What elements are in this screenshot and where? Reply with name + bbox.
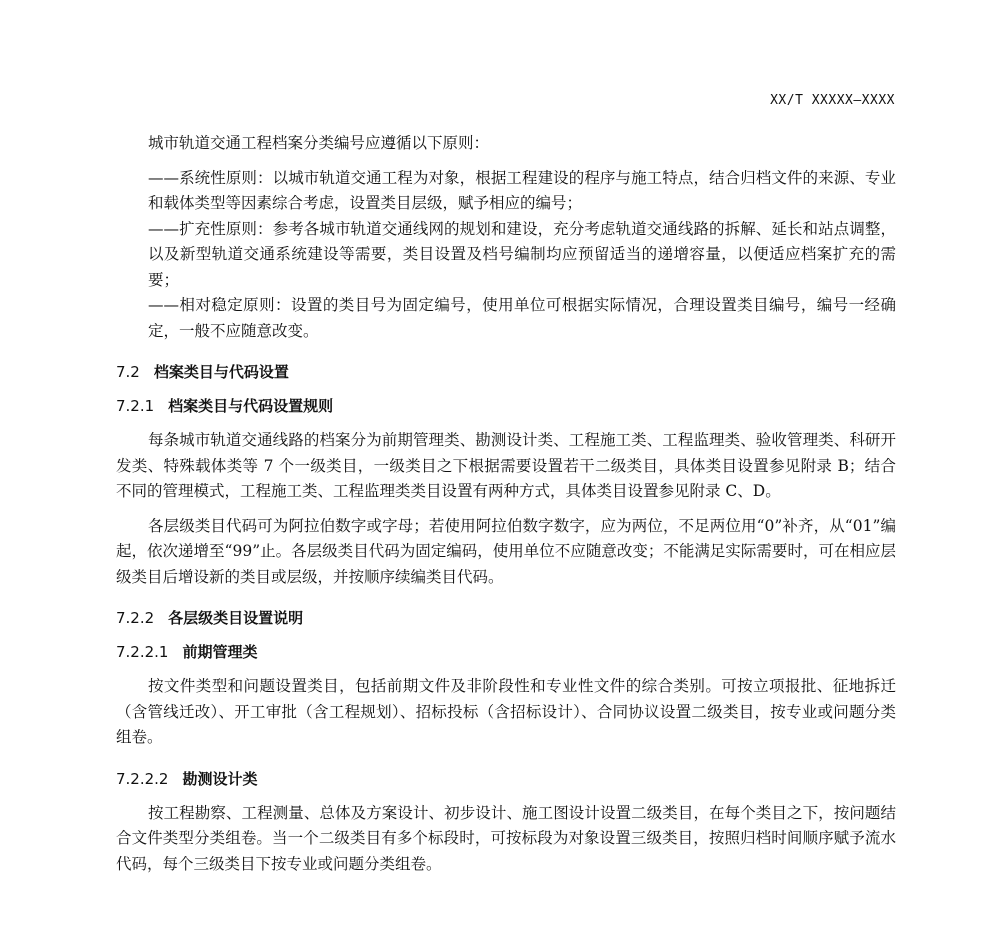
section-title: 档案类目与代码设置规则 bbox=[168, 397, 334, 415]
intro-paragraph: 城市轨道交通工程档案分类编号应遵循以下原则： bbox=[148, 134, 490, 152]
principle-stable: ——相对稳定原则：设置的类目号为固定编号，使用单位可根据实际情况，合理设置类目编号，编号一经确定，一般不应随意改变。 bbox=[148, 296, 896, 340]
paragraph-7-2-2-2: 按工程勘察、工程测量、总体及方案设计、初步设计、施工图设计设置二级类目，在每个类目之下，按问题结合文件类型分类组卷。当一个二级类目有多个标段时，可按标段为对象设置三级类目，按照归档时间顺序赋予流水代码，每个三级类目下按专业或问题分类组卷。 bbox=[116, 803, 896, 873]
section-title: 前期管理类 bbox=[182, 643, 258, 661]
principle-expandable: ——扩充性原则：参考各城市轨道交通线网的规划和建设，充分考虑轨道交通线路的拆解、延长和站点调整，以及新型轨道交通系统建设等需要，类目设置及档号编制均应预留适当的递增容量，以便适应档案扩充的需要； bbox=[148, 219, 896, 289]
principle-systematic: ——系统性原则：以城市轨道交通工程为对象，根据工程建设的程序与施工特点，结合归档文件的来源、专业和载体类型等因素综合考虑，设置类目层级，赋予相应的编号； bbox=[148, 168, 896, 212]
section-number: 7.2.2 bbox=[116, 609, 155, 627]
document-code-header: XX/T XXXXX—XXXX bbox=[770, 93, 895, 108]
paragraph-7-2-1-categories: 每条城市轨道交通线路的档案分为前期管理类、勘测设计类、工程施工类、工程监理类、验收管理类、科研开发类、特殊载体类等 7 个一级类目，一级类目之下根据需要设置若干二级类目，具体类目设置参见附录 B；结合不同的管理模式，工程施工类、工程监理类类目设置有两种方式，具体类目设置参见附录 C、D。 bbox=[116, 431, 896, 500]
section-title: 档案类目与代码设置 bbox=[153, 363, 289, 381]
section-title: 勘测设计类 bbox=[182, 769, 258, 788]
section-heading-7-2-1 bbox=[116, 394, 896, 419]
section-heading-7-2-2-2 bbox=[116, 767, 896, 792]
section-number: 7.2.2.2 bbox=[116, 769, 169, 788]
paragraph-7-2-1-codes: 各层级类目代码可为阿拉伯数字或字母；若使用阿拉伯数字数字，应为两位，不足两位用“0”补齐，从“01”编起，依次递增至“99”止。各层级类目代码为固定编码，使用单位不应随意改变；不能满足实际需要时，可在相应层级类目后增设新的类目或层级，并按顺序续编类目代码。 bbox=[116, 516, 896, 586]
section-number: 7.2.1 bbox=[116, 397, 155, 415]
section-heading-7-2-2 bbox=[116, 606, 896, 631]
section-heading-7-2-2-1 bbox=[116, 640, 896, 665]
section-number: 7.2 bbox=[116, 363, 140, 381]
document-body bbox=[116, 131, 896, 877]
section-heading-7-2 bbox=[116, 360, 896, 385]
section-title: 各层级类目设置说明 bbox=[168, 609, 304, 627]
paragraph-7-2-2-1: 按文件类型和问题设置类目，包括前期文件及非阶段性和专业性文件的综合类别。可按立项报批、征地拆迁（含管线迁改）、开工审批（含工程规划）、招标投标（含招标设计）、合同协议设置二级类目，按专业或问题分类组卷。 bbox=[116, 677, 896, 746]
section-number: 7.2.2.1 bbox=[116, 643, 169, 661]
